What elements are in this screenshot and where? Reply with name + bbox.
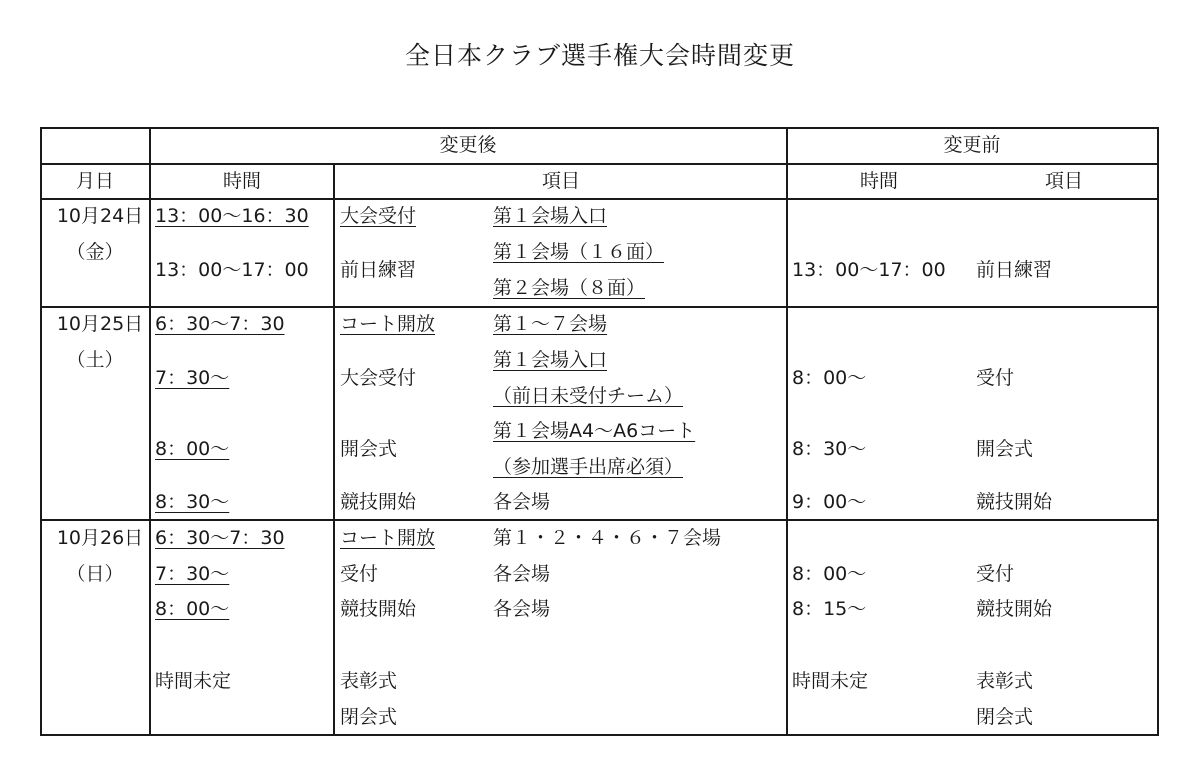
before-item-cell: 競技開始 bbox=[976, 598, 1053, 620]
time-cell: 6：30～7：30 bbox=[155, 527, 285, 549]
place-cell: 各会場 bbox=[493, 563, 551, 585]
item-cell: 受付 bbox=[340, 563, 379, 585]
header-item: 項目 bbox=[541, 170, 581, 192]
place-cell: （前日未受付チーム） bbox=[493, 385, 684, 407]
table-rule-header1 bbox=[40, 163, 1159, 165]
item-cell: 表彰式 bbox=[340, 670, 398, 692]
before-time-cell: 13：00～17：00 bbox=[792, 259, 946, 281]
weekday-cell: （土） bbox=[66, 349, 124, 371]
item-cell: 大会受付 bbox=[340, 367, 417, 389]
before-item-cell: 前日練習 bbox=[976, 259, 1053, 281]
before-item-cell: 受付 bbox=[976, 563, 1015, 585]
date-cell: 10月24日 bbox=[56, 205, 144, 227]
place-cell: 第１会場A4～A6コート bbox=[493, 420, 696, 442]
place-cell: 第１～７会場 bbox=[493, 313, 608, 335]
header-before: 変更前 bbox=[943, 134, 1001, 156]
place-cell: 第２会場（８面） bbox=[493, 277, 646, 299]
time-cell: 8：00～ bbox=[155, 438, 230, 460]
table-border-right bbox=[1157, 127, 1159, 736]
place-cell: 各会場 bbox=[493, 491, 551, 513]
table-rule-day2 bbox=[40, 519, 1159, 521]
item-cell: 開会式 bbox=[340, 438, 398, 460]
before-time-cell: 8：15～ bbox=[792, 598, 867, 620]
table-rule-col1 bbox=[149, 127, 151, 736]
header-time: 時間 bbox=[222, 170, 262, 192]
item-cell: 競技開始 bbox=[340, 491, 417, 513]
table-rule-day1 bbox=[40, 306, 1159, 308]
before-time-cell: 8：00～ bbox=[792, 367, 867, 389]
item-cell: 前日練習 bbox=[340, 259, 417, 281]
header-before-item: 項目 bbox=[1044, 170, 1084, 192]
table-border-top bbox=[40, 127, 1159, 129]
item-cell: 閉会式 bbox=[340, 706, 398, 728]
place-cell: 第１会場入口 bbox=[493, 205, 608, 227]
item-cell: コート開放 bbox=[340, 313, 436, 335]
item-cell: コート開放 bbox=[340, 527, 436, 549]
before-time-cell: 9：00～ bbox=[792, 491, 867, 513]
header-date: 月日 bbox=[75, 170, 115, 192]
before-time-cell: 時間未定 bbox=[792, 670, 869, 692]
before-time-cell: 8：30～ bbox=[792, 438, 867, 460]
time-cell: 時間未定 bbox=[155, 670, 232, 692]
header-before-time: 時間 bbox=[859, 170, 899, 192]
date-cell: 10月25日 bbox=[56, 313, 144, 335]
time-cell: 8：30～ bbox=[155, 491, 230, 513]
page-title: 全日本クラブ選手権大会時間変更 bbox=[404, 41, 795, 70]
before-item-cell: 開会式 bbox=[976, 438, 1034, 460]
before-item-cell: 受付 bbox=[976, 367, 1015, 389]
item-cell: 競技開始 bbox=[340, 598, 417, 620]
place-cell: 第１会場（１６面） bbox=[493, 241, 665, 263]
date-cell: 10月26日 bbox=[56, 527, 144, 549]
weekday-cell: （日） bbox=[66, 563, 124, 585]
weekday-cell: （金） bbox=[66, 241, 124, 263]
before-item-cell: 競技開始 bbox=[976, 491, 1053, 513]
time-cell: 13：00～16：30 bbox=[155, 205, 309, 227]
before-item-cell: 閉会式 bbox=[976, 706, 1034, 728]
table-rule-col2 bbox=[333, 163, 335, 736]
item-cell: 大会受付 bbox=[340, 205, 417, 227]
time-cell: 7：30～ bbox=[155, 563, 230, 585]
before-item-cell: 表彰式 bbox=[976, 670, 1034, 692]
place-cell: 各会場 bbox=[493, 598, 551, 620]
header-after: 変更後 bbox=[439, 134, 497, 156]
table-border-left bbox=[40, 127, 42, 736]
place-cell: （参加選手出席必須） bbox=[493, 456, 684, 478]
time-cell: 7：30～ bbox=[155, 367, 230, 389]
place-cell: 第１・２・４・６・７会場 bbox=[493, 527, 722, 549]
time-cell: 13：00～17：00 bbox=[155, 259, 309, 281]
time-cell: 6：30～7：30 bbox=[155, 313, 285, 335]
time-cell: 8：00～ bbox=[155, 598, 230, 620]
before-time-cell: 8：00～ bbox=[792, 563, 867, 585]
place-cell: 第１会場入口 bbox=[493, 349, 608, 371]
table-rule-header2 bbox=[40, 198, 1159, 200]
table-rule-col3 bbox=[786, 127, 788, 736]
table-border-bottom bbox=[40, 734, 1159, 736]
